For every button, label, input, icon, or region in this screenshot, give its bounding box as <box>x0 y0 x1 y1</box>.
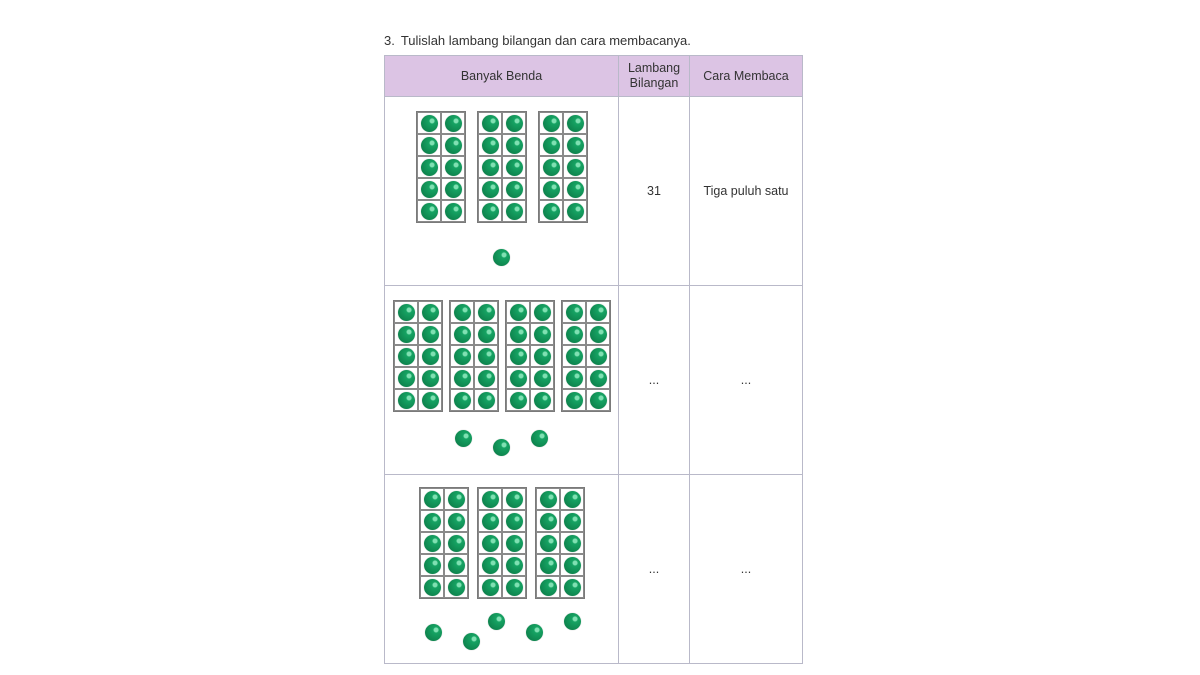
green-ball-icon <box>564 557 581 574</box>
banyak-benda-cell <box>385 97 619 286</box>
ten-frame-icon <box>538 111 588 223</box>
ten-frame-cell <box>536 510 560 532</box>
ten-frame-cell <box>563 112 587 134</box>
green-ball-icon <box>422 370 439 387</box>
green-ball-icon <box>422 348 439 365</box>
ten-frame-cell <box>478 112 502 134</box>
green-ball-icon <box>567 181 584 198</box>
ten-frame-cell <box>502 178 526 200</box>
green-ball-icon <box>531 430 548 447</box>
green-ball-icon <box>510 392 527 409</box>
green-ball-icon <box>478 304 495 321</box>
ten-frames-group <box>393 300 611 412</box>
ten-frame-cell <box>417 134 441 156</box>
ten-frame-cell <box>502 576 526 598</box>
green-ball-icon <box>482 203 499 220</box>
green-ball-icon <box>543 115 560 132</box>
green-ball-icon <box>482 535 499 552</box>
green-ball-icon <box>543 137 560 154</box>
table-row <box>385 97 803 286</box>
ten-frame-cell <box>560 554 584 576</box>
green-ball-icon <box>506 491 523 508</box>
ten-frame-cell <box>478 134 502 156</box>
ten-frame-cell <box>586 389 610 411</box>
ten-frame-cell <box>563 200 587 222</box>
green-ball-icon <box>482 513 499 530</box>
ten-frame-cell <box>444 532 468 554</box>
green-ball-icon <box>510 326 527 343</box>
instruction-text: Tulislah lambang bilangan dan cara membacanya. <box>400 33 691 48</box>
green-ball-icon <box>482 137 499 154</box>
green-ball-icon <box>448 557 465 574</box>
ten-frame-cell <box>562 301 586 323</box>
green-ball-icon <box>590 304 607 321</box>
green-ball-icon <box>534 326 551 343</box>
green-ball-icon <box>534 304 551 321</box>
ten-frame-cell <box>502 200 526 222</box>
ten-frame-cell <box>502 134 526 156</box>
green-ball-icon <box>567 115 584 132</box>
green-ball-icon <box>448 535 465 552</box>
green-ball-icon <box>567 159 584 176</box>
cara-value: ... <box>740 373 752 387</box>
green-ball-icon <box>454 392 471 409</box>
green-ball-icon <box>445 137 462 154</box>
green-ball-icon <box>540 491 557 508</box>
green-ball-icon <box>493 439 510 456</box>
ten-frame-cell <box>420 554 444 576</box>
ten-frame-cell <box>418 389 442 411</box>
table-header-row <box>385 56 803 97</box>
ten-frame-cell <box>474 389 498 411</box>
green-ball-icon <box>506 137 523 154</box>
green-ball-icon <box>421 159 438 176</box>
green-ball-icon <box>445 115 462 132</box>
instruction <box>384 33 691 48</box>
ten-frame-cell <box>417 200 441 222</box>
lambang-cell[interactable] <box>619 475 690 664</box>
green-ball-icon <box>398 304 415 321</box>
ten-frame-cell <box>562 367 586 389</box>
green-ball-icon <box>398 370 415 387</box>
ten-frame-cell <box>444 488 468 510</box>
header-cara-membaca: Cara Membaca <box>690 56 803 97</box>
ten-frame-cell <box>441 156 465 178</box>
green-ball-icon <box>421 203 438 220</box>
green-ball-icon <box>478 348 495 365</box>
table-row <box>385 475 803 664</box>
ten-frame-cell <box>444 510 468 532</box>
ten-frame-cell <box>530 389 554 411</box>
lambang-cell[interactable] <box>619 97 690 286</box>
green-ball-icon <box>534 348 551 365</box>
ten-frame-icon <box>419 487 469 599</box>
counter-figure <box>385 475 619 663</box>
green-ball-icon <box>424 579 441 596</box>
green-ball-icon <box>540 579 557 596</box>
ten-frame-cell <box>418 323 442 345</box>
green-ball-icon <box>506 535 523 552</box>
ten-frame-cell <box>586 323 610 345</box>
green-ball-icon <box>422 392 439 409</box>
green-ball-icon <box>424 557 441 574</box>
ten-frame-cell <box>530 301 554 323</box>
green-ball-icon <box>506 181 523 198</box>
green-ball-icon <box>564 535 581 552</box>
ten-frame-icon <box>535 487 585 599</box>
ten-frame-cell <box>560 532 584 554</box>
green-ball-icon <box>567 203 584 220</box>
green-ball-icon <box>482 159 499 176</box>
ten-frame-cell <box>530 345 554 367</box>
green-ball-icon <box>478 326 495 343</box>
header-banyak-benda: Banyak Benda <box>385 56 619 97</box>
ten-frame-cell <box>394 323 418 345</box>
ten-frame-cell <box>450 389 474 411</box>
ten-frame-cell <box>394 367 418 389</box>
green-ball-icon <box>448 491 465 508</box>
green-ball-icon <box>534 392 551 409</box>
ten-frame-cell <box>441 200 465 222</box>
green-ball-icon <box>566 370 583 387</box>
cara-cell[interactable] <box>690 286 803 475</box>
ten-frame-cell <box>536 488 560 510</box>
green-ball-icon <box>482 181 499 198</box>
green-ball-icon <box>510 348 527 365</box>
green-ball-icon <box>506 115 523 132</box>
green-ball-icon <box>454 370 471 387</box>
green-ball-icon <box>510 304 527 321</box>
ten-frame-cell <box>586 367 610 389</box>
ten-frame-cell <box>450 323 474 345</box>
green-ball-icon <box>534 370 551 387</box>
ten-frame-cell <box>417 156 441 178</box>
ten-frame-cell <box>478 488 502 510</box>
instruction-number: 3. <box>384 33 395 48</box>
ten-frame-cell <box>560 488 584 510</box>
lambang-value: 31 <box>647 184 661 198</box>
green-ball-icon <box>510 370 527 387</box>
ten-frame-cell <box>563 156 587 178</box>
header-lambang-line1: Lambang <box>627 61 681 75</box>
ten-frame-cell <box>394 389 418 411</box>
ten-frame-cell <box>394 301 418 323</box>
green-ball-icon <box>543 159 560 176</box>
ten-frame-cell <box>562 323 586 345</box>
green-ball-icon <box>566 304 583 321</box>
ten-frame-cell <box>394 345 418 367</box>
green-ball-icon <box>590 348 607 365</box>
green-ball-icon <box>448 579 465 596</box>
ten-frame-cell <box>478 178 502 200</box>
ten-frame-cell <box>478 532 502 554</box>
ten-frame-cell <box>417 178 441 200</box>
green-ball-icon <box>424 535 441 552</box>
green-ball-icon <box>564 513 581 530</box>
green-ball-icon <box>463 633 480 650</box>
ten-frame-cell <box>474 301 498 323</box>
ten-frame-icon <box>477 487 527 599</box>
ten-frame-cell <box>506 367 530 389</box>
green-ball-icon <box>566 348 583 365</box>
green-ball-icon <box>506 203 523 220</box>
green-ball-icon <box>424 491 441 508</box>
ten-frame-cell <box>530 367 554 389</box>
green-ball-icon <box>445 181 462 198</box>
green-ball-icon <box>482 115 499 132</box>
green-ball-icon <box>398 348 415 365</box>
ten-frame-cell <box>539 134 563 156</box>
ten-frame-cell <box>450 345 474 367</box>
green-ball-icon <box>543 181 560 198</box>
green-ball-icon <box>482 579 499 596</box>
green-ball-icon <box>478 392 495 409</box>
green-ball-icon <box>590 370 607 387</box>
green-ball-icon <box>398 326 415 343</box>
ten-frame-cell <box>502 510 526 532</box>
table-row <box>385 286 803 475</box>
ten-frame-icon <box>449 300 499 412</box>
ten-frame-cell <box>560 576 584 598</box>
green-ball-icon <box>478 370 495 387</box>
ten-frame-cell <box>563 178 587 200</box>
ten-frame-icon <box>505 300 555 412</box>
ten-frame-cell <box>444 554 468 576</box>
green-ball-icon <box>564 613 581 630</box>
green-ball-icon <box>566 326 583 343</box>
green-ball-icon <box>455 430 472 447</box>
ten-frame-cell <box>478 200 502 222</box>
green-ball-icon <box>488 613 505 630</box>
ten-frame-cell <box>562 345 586 367</box>
green-ball-icon <box>425 624 442 641</box>
green-ball-icon <box>421 137 438 154</box>
ten-frame-cell <box>420 488 444 510</box>
header-lambang-bilangan <box>619 56 690 97</box>
ten-frame-cell <box>417 112 441 134</box>
green-ball-icon <box>448 513 465 530</box>
lambang-value: ... <box>648 373 660 387</box>
green-ball-icon <box>445 203 462 220</box>
green-ball-icon <box>422 326 439 343</box>
ten-frame-cell <box>560 510 584 532</box>
ten-frame-cell <box>478 510 502 532</box>
cara-value: ... <box>740 562 752 576</box>
green-ball-icon <box>454 304 471 321</box>
green-ball-icon <box>526 624 543 641</box>
green-ball-icon <box>454 326 471 343</box>
ten-frame-icon <box>477 111 527 223</box>
ten-frame-cell <box>539 112 563 134</box>
ten-frame-cell <box>478 554 502 576</box>
ten-frame-cell <box>420 576 444 598</box>
green-ball-icon <box>566 392 583 409</box>
ten-frame-icon <box>393 300 443 412</box>
worksheet-table <box>384 55 803 664</box>
ten-frame-cell <box>506 345 530 367</box>
cara-value: Tiga puluh satu <box>703 184 789 198</box>
counter-figure <box>385 97 619 285</box>
green-ball-icon <box>506 513 523 530</box>
green-ball-icon <box>421 181 438 198</box>
ten-frame-cell <box>418 367 442 389</box>
ten-frame-cell <box>502 554 526 576</box>
green-ball-icon <box>482 557 499 574</box>
ten-frame-cell <box>474 323 498 345</box>
banyak-benda-cell <box>385 475 619 664</box>
ten-frame-cell <box>450 367 474 389</box>
ten-frame-cell <box>441 112 465 134</box>
counter-figure <box>385 286 619 474</box>
ten-frame-cell <box>418 301 442 323</box>
green-ball-icon <box>422 304 439 321</box>
green-ball-icon <box>506 557 523 574</box>
green-ball-icon <box>590 326 607 343</box>
ten-frame-cell <box>562 389 586 411</box>
header-lambang-line2: Bilangan <box>629 76 679 90</box>
green-ball-icon <box>454 348 471 365</box>
cara-cell[interactable] <box>690 97 803 286</box>
cara-cell[interactable] <box>690 475 803 664</box>
ten-frame-cell <box>536 532 560 554</box>
green-ball-icon <box>482 491 499 508</box>
green-ball-icon <box>506 579 523 596</box>
ten-frame-cell <box>502 488 526 510</box>
ten-frame-cell <box>420 510 444 532</box>
ten-frame-cell <box>536 576 560 598</box>
green-ball-icon <box>540 513 557 530</box>
lambang-value: ... <box>648 562 660 576</box>
green-ball-icon <box>424 513 441 530</box>
ten-frame-cell <box>506 301 530 323</box>
ten-frame-cell <box>530 323 554 345</box>
banyak-benda-cell <box>385 286 619 475</box>
ten-frame-cell <box>441 178 465 200</box>
green-ball-icon <box>540 535 557 552</box>
ten-frame-cell <box>586 301 610 323</box>
ten-frame-cell <box>539 156 563 178</box>
ten-frame-icon <box>416 111 466 223</box>
ten-frames-group <box>416 111 588 223</box>
green-ball-icon <box>567 137 584 154</box>
ten-frame-cell <box>539 178 563 200</box>
ten-frame-cell <box>563 134 587 156</box>
ten-frame-cell <box>502 532 526 554</box>
green-ball-icon <box>564 491 581 508</box>
ten-frame-cell <box>506 389 530 411</box>
ten-frame-cell <box>539 200 563 222</box>
lambang-cell[interactable] <box>619 286 690 475</box>
ten-frame-cell <box>502 112 526 134</box>
ten-frames-group <box>419 487 585 599</box>
green-ball-icon <box>398 392 415 409</box>
ten-frame-cell <box>478 156 502 178</box>
ten-frame-cell <box>536 554 560 576</box>
ten-frame-icon <box>561 300 611 412</box>
ten-frame-cell <box>444 576 468 598</box>
green-ball-icon <box>564 579 581 596</box>
ten-frame-cell <box>502 156 526 178</box>
green-ball-icon <box>543 203 560 220</box>
ten-frame-cell <box>586 345 610 367</box>
ten-frame-cell <box>506 323 530 345</box>
ten-frame-cell <box>420 532 444 554</box>
ten-frame-cell <box>418 345 442 367</box>
green-ball-icon <box>506 159 523 176</box>
green-ball-icon <box>445 159 462 176</box>
ten-frame-cell <box>450 301 474 323</box>
ten-frame-cell <box>474 367 498 389</box>
green-ball-icon <box>590 392 607 409</box>
ten-frame-cell <box>441 134 465 156</box>
green-ball-icon <box>493 249 510 266</box>
ten-frame-cell <box>474 345 498 367</box>
green-ball-icon <box>421 115 438 132</box>
ten-frame-cell <box>478 576 502 598</box>
green-ball-icon <box>540 557 557 574</box>
